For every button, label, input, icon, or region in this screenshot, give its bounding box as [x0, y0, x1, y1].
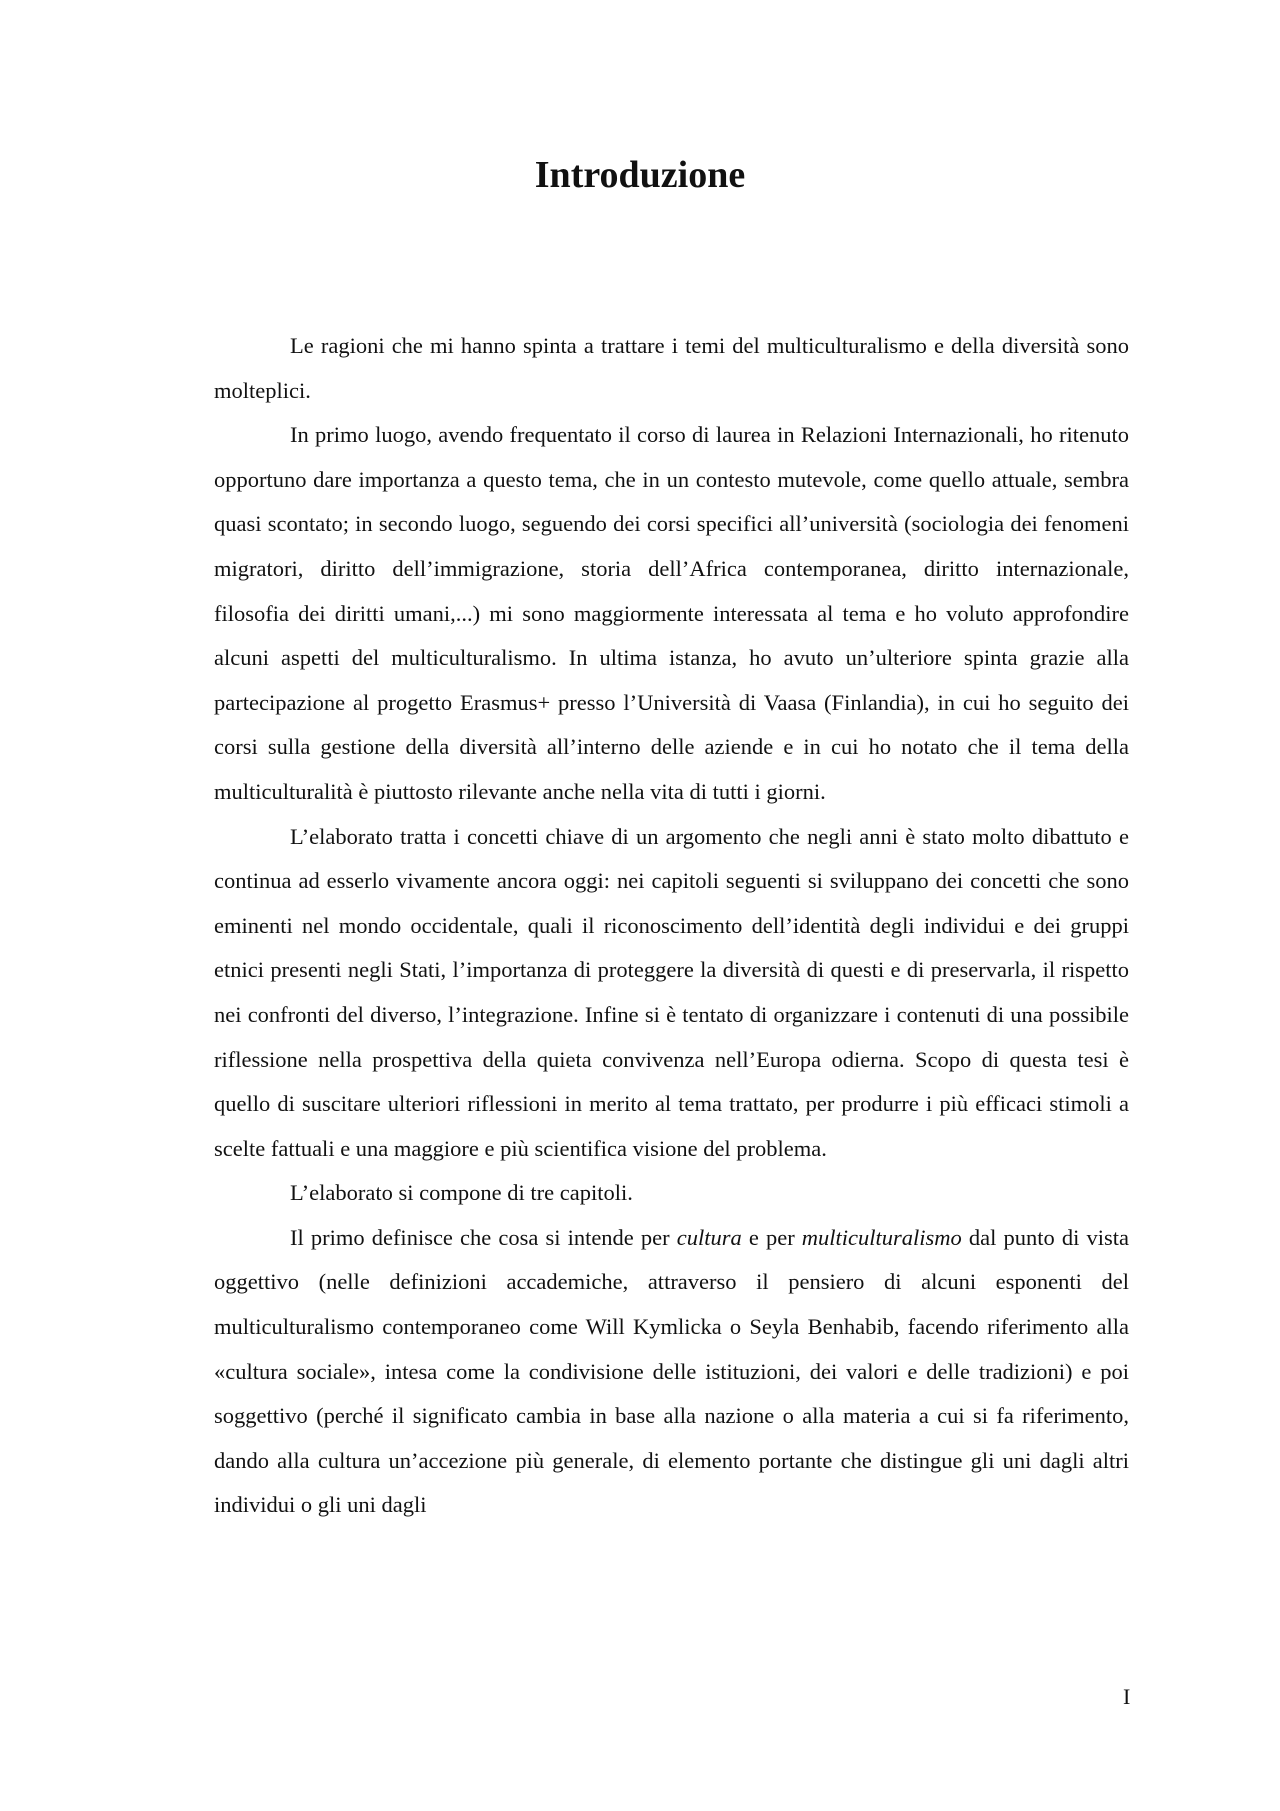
document-body	[214, 324, 1129, 1528]
paragraph-5-text-a: Il primo definisce che cosa si intende per	[290, 1224, 677, 1250]
paragraph-4: L’elaborato si compone di tre capitoli.	[290, 1180, 633, 1206]
paragraph-2: In primo luogo, avendo frequentato il corso di laurea in Relazioni Internazionali, ho ritenuto opportuno dare importanza a questo tema, che in un contesto mutevole, come quello attuale, sembra quasi scontato; in secondo luogo, seguendo dei corsi specifici all’università (sociologia dei fenomeni migratori, diritto dell’immigrazione, storia dell’Africa contemporanea, diritto internazionale, filosofia dei diritti umani,...) mi sono maggiormente interessata al tema e ho voluto approfondire alcuni aspetti del multiculturalismo. In ultima istanza, ho avuto un’ulteriore spinta grazie alla partecipazione al progetto Erasmus+ presso l’Università di Vaasa (Finlandia), in cui ho seguito dei corsi sulla gestione della diversità all’interno delle aziende e in cui ho notato che il tema della multiculturalità è piuttosto rilevante anche nella vita di tutti i giorni.	[214, 422, 1129, 804]
page-number: I	[1123, 1684, 1131, 1709]
paragraph-5-text-e: dal punto di vista oggettivo (nelle definizioni accademiche, attraverso il pensiero di alcuni esponenti del multiculturalismo contemporaneo come Will Kymlicka o Seyla Benhabib, facendo riferimento alla «cultura sociale», intesa come la condivisione delle istituzioni, dei valori e delle tradizioni) e poi soggettivo (perché il significato cambia in base alla nazione o alla materia a cui si fa riferimento, dando alla cultura un’accezione più generale, di elemento portante che distingue gli uni dagli altri individui o gli uni dagli	[214, 1224, 1129, 1518]
paragraph-3: L’elaborato tratta i concetti chiave di un argomento che negli anni è stato molto dibattuto e continua ad esserlo vivamente ancora oggi: nei capitoli seguenti si sviluppano dei concetti che sono eminenti nel mondo occidentale, quali il riconoscimento dell’identità degli individui e dei gruppi etnici presenti negli Stati, l’importanza di proteggere la diversità di questi e di preservarla, il rispetto nei confronti del diverso, l’integrazione. Infine si è tentato di organizzare i contenuti di una possibile riflessione nella prospettiva della quieta convivenza nell’Europa odierna. Scopo di questa tesi è quello di suscitare ulteriori riflessioni in merito al tema trattato, per produrre i più efficaci stimoli a scelte fattuali e una maggiore e più scientifica visione del problema.	[214, 823, 1129, 1161]
term-cultura: cultura	[676, 1224, 742, 1250]
paragraph-5	[214, 1216, 1129, 1528]
term-multiculturalismo: multiculturalismo	[801, 1224, 962, 1250]
page-title: Introduzione	[534, 154, 746, 196]
paragraph-5-text-c: e per	[741, 1224, 802, 1250]
paragraph-1: Le ragioni che mi hanno spinta a trattare i temi del multiculturalismo e della diversità sono molteplici.	[214, 333, 1129, 403]
